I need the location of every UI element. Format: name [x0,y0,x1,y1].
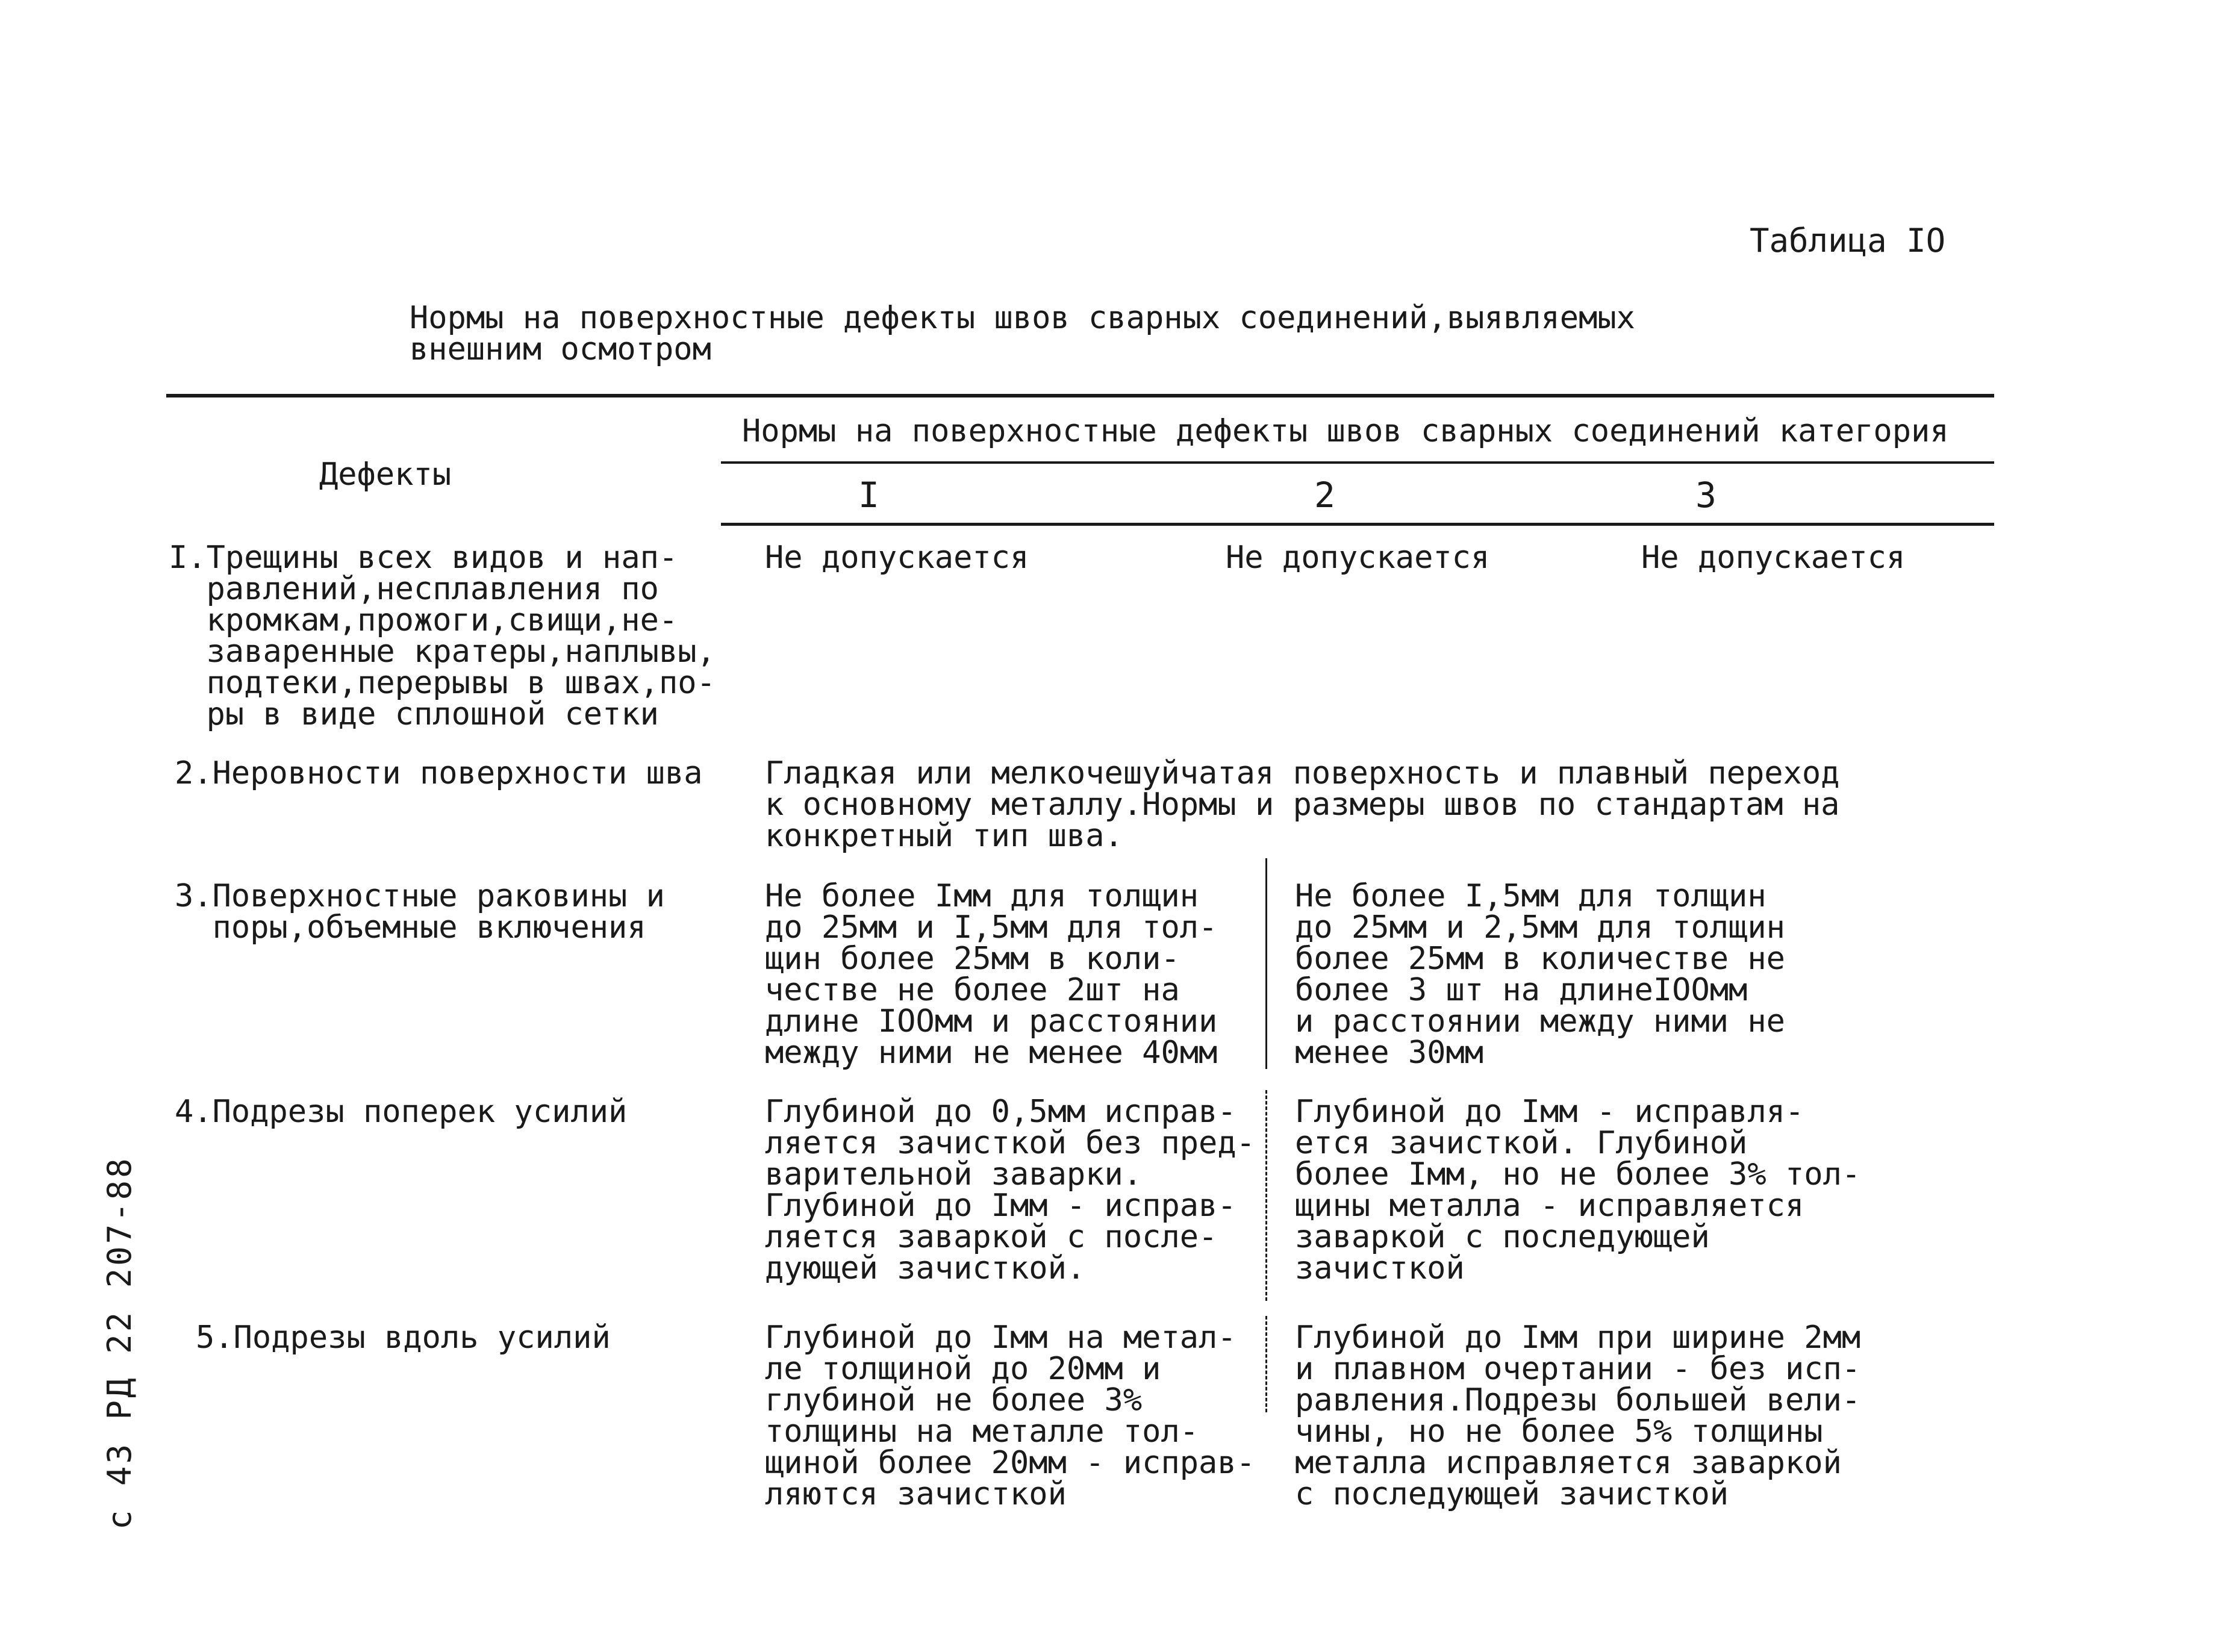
defect-line: подтеки,перерывы в швах,по- [169,665,716,701]
norm-line: Глубиной до 0,5мм исправ- [765,1094,1236,1130]
margin-document-code: с 43 РД 22 207-88 [101,1156,139,1530]
row1-cat1: Не допускается [765,540,1029,576]
defect-line: поры,объемные включения [175,909,646,946]
norm-line: ляется зачисткой без пред- [765,1125,1255,1161]
header-category-3: 3 [1695,475,1717,516]
table-number: Таблица IO [1750,222,1946,260]
header-category-1: I [858,475,879,516]
header-defects: Дефекты [319,457,452,493]
norm-line: варительной заварки. [765,1156,1143,1192]
norm-line: щиной более 20мм - исправ- [765,1445,1255,1481]
norm-line: глубиной не более 3% [765,1382,1161,1418]
defect-line: ры в виде сплошной сетки [169,696,659,732]
column-divider [1265,858,1267,1069]
norm-line: ле толщиной до 20мм и [765,1351,1161,1387]
row3-cat1 [765,878,1218,1071]
row1-cat2: Не допускается [1226,540,1490,576]
row5-defect: 5.Подрезы вдоль усилий [196,1320,611,1356]
norm-line: дующей зачисткой. [765,1250,1086,1286]
norm-line: заваркой с последующей [1295,1219,1710,1255]
norm-line: до 25мм и I,5мм для тол- [765,909,1218,946]
header-norms: Нормы на поверхностные дефекты швов сварных соединений категория [742,413,1949,449]
column-divider [1265,1316,1267,1412]
norm-line: честве не более 2шт на [765,972,1180,1008]
row1-cat3: Не допускается [1641,540,1906,576]
norm-line: Не более I,5мм для толщин [1295,878,1767,914]
norm-line: Глубиной до Iмм - исправля- [1295,1094,1804,1130]
header-bottom-rule [721,523,1994,526]
norm-line: щин более 25мм в коли- [765,941,1180,977]
row3-defect [175,878,665,946]
norm-line: длине IOOмм и расстоянии [765,1003,1218,1040]
norm-line: конкретный тип шва. [765,818,1123,854]
header-category-2: 2 [1314,475,1335,516]
row4-cat1 [765,1096,1255,1284]
defect-line: заваренные кратеры,наплывы, [169,634,716,670]
row3-cat23 [1295,878,1785,1071]
norm-line: ется зачисткой. Глубиной [1295,1125,1748,1161]
row4-cat23 [1295,1096,1860,1284]
norm-line: с последующей зачисткой [1295,1476,1729,1512]
norm-line: до 25мм и 2,5мм для толщин [1295,909,1785,946]
norm-line: между ними не менее 40мм [765,1035,1218,1071]
row5-cat1 [765,1322,1255,1510]
norm-line: более Iмм, но не более 3% тол- [1295,1156,1861,1192]
norm-line: чины, но не более 5% толщины [1295,1414,1823,1450]
row2-defect: 2.Неровности поверхности шва [175,755,703,791]
defect-line: 3.Поверхностные раковины и [175,878,665,914]
norm-line: толщины на металле тол- [765,1414,1199,1450]
row2-merged-norm [765,755,1840,854]
norm-line: менее 30мм [1295,1035,1484,1071]
table-caption-line1: Нормы на поверхностные дефекты швов сварных соединений,выявляемых [410,300,1635,336]
table-row [169,542,716,730]
row4-defect: 4.Подрезы поперек усилий [175,1094,628,1130]
defect-line: кромкам,прожоги,свищи,не- [169,602,678,638]
row5-cat23 [1295,1322,1860,1510]
norm-line: Глубиной до Iмм на метал- [765,1320,1236,1356]
norm-line: к основному металлу.Нормы и размеры швов по стандартам на [765,787,1840,823]
norm-line: металла исправляется заваркой [1295,1445,1842,1481]
norm-line: равления.Подрезы большей вели- [1295,1382,1861,1418]
norm-line: Глубиной до Iмм при ширине 2мм [1295,1320,1861,1356]
norm-line: более 25мм в количестве не [1295,941,1785,977]
defect-line: I.Трещины всех видов и нап- [169,540,678,576]
norm-line: и расстоянии между ними не [1295,1003,1785,1040]
norm-line: ляется заваркой с после- [765,1219,1218,1255]
norm-line: зачисткой [1295,1250,1465,1286]
norm-line: ляются зачисткой [765,1476,1067,1512]
norm-line: Гладкая или мелкочешуйчатая поверхность и плавный переход [765,755,1840,791]
norm-line: щины металла - исправляется [1295,1188,1804,1224]
defect-line: равлений,несплавления по [169,571,659,607]
table-top-rule [166,394,1994,397]
norm-line: Не более Iмм для толщин [765,878,1199,914]
norm-line: более 3 шт на длинеIOOмм [1295,972,1748,1008]
norm-line: Глубиной до Iмм - исправ- [765,1188,1236,1224]
norm-line: и плавном очертании - без исп- [1295,1351,1861,1387]
column-divider [1265,1090,1267,1301]
header-mid-rule [721,461,1994,464]
table-caption-line2: внешним осмотром [410,331,711,367]
